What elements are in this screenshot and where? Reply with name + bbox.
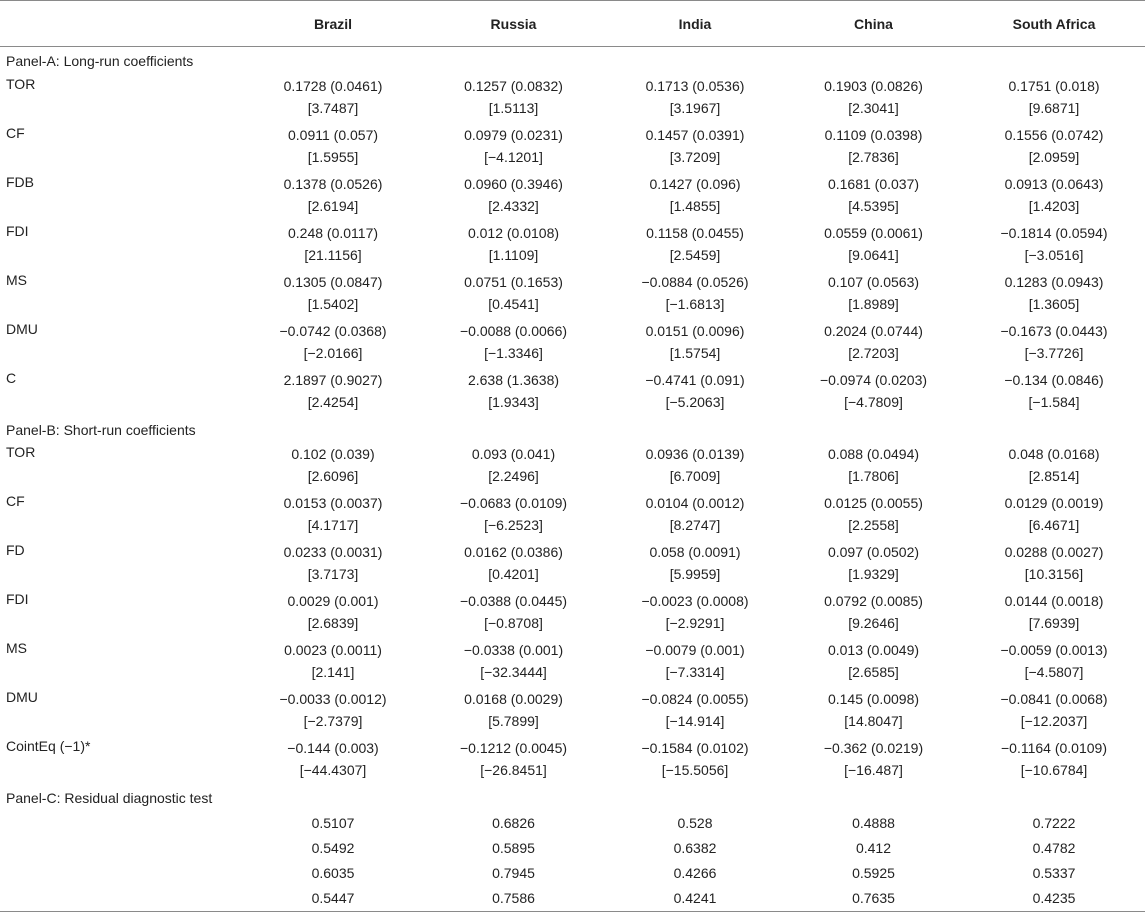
diagnostic-label: [0, 835, 245, 860]
t-statistic: [−7.3314]: [665, 664, 725, 680]
t-statistic: [10.3156]: [1024, 566, 1084, 582]
coefficient-cell: [606, 442, 784, 491]
estimate-with-std-error: 0.1728 (0.0461): [283, 78, 383, 94]
panel-heading-row: [0, 47, 1145, 75]
estimate-with-std-error: 0.088 (0.0494): [827, 446, 920, 462]
t-statistic: [2.6096]: [307, 468, 359, 484]
diagnostic-value: 0.4782: [1032, 839, 1076, 856]
diagnostic-label: [0, 810, 245, 835]
diagnostic-value: 0.7586: [421, 885, 606, 912]
estimate-with-std-error: −0.1584 (0.0102): [641, 740, 749, 756]
table-row: [0, 442, 1145, 491]
t-statistic: [3.7209]: [669, 149, 721, 165]
coefficient-cell: [606, 589, 784, 638]
diagnostic-value: 0.7945: [492, 864, 535, 881]
row-label: FDI: [6, 591, 29, 607]
coefficient-cell: [963, 736, 1145, 785]
diagnostic-value: 0.528: [677, 814, 713, 831]
estimate-with-std-error: 0.013 (0.0049): [827, 642, 920, 658]
estimate-with-std-error: −0.0079 (0.001): [645, 642, 745, 658]
panel-title: Panel-A: Long-run coefficients: [6, 52, 194, 69]
estimate-with-std-error: −0.1212 (0.0045): [459, 740, 568, 756]
t-statistic: [4.1717]: [307, 517, 359, 533]
estimate-with-std-error: 0.1751 (0.018): [1008, 78, 1100, 94]
header-country: Russia: [421, 1, 606, 47]
coefficient-cell: [245, 74, 421, 123]
t-statistic: [1.4855]: [669, 198, 721, 214]
t-statistic: [−4.1201]: [484, 149, 543, 165]
estimate-with-std-error: −0.0974 (0.0203): [819, 372, 928, 388]
estimate-with-std-error: 0.248 (0.0117): [287, 225, 379, 241]
estimate-with-std-error: 0.0151 (0.0096): [645, 323, 745, 339]
coefficient-cell: [963, 319, 1145, 368]
t-statistic: [1.5955]: [307, 149, 359, 165]
table-row: [0, 491, 1145, 540]
coefficient-cell: [963, 638, 1145, 687]
t-statistic: [3.1967]: [669, 100, 721, 116]
diagnostic-label: [0, 885, 245, 912]
t-statistic: [21.1156]: [304, 247, 362, 263]
estimate-with-std-error: 0.0104 (0.0012): [645, 495, 745, 511]
coefficient-cell: [784, 687, 963, 736]
coefficient-cell: [421, 687, 606, 736]
diagnostic-value: 0.412: [855, 839, 892, 856]
row-label: CF: [6, 493, 25, 509]
diagnostic-row: [0, 810, 1145, 835]
row-label: FD: [6, 542, 25, 558]
table-row: [0, 172, 1145, 221]
t-statistic: [2.8514]: [1028, 468, 1080, 484]
header-row: [0, 1, 1145, 47]
estimate-with-std-error: 0.145 (0.0098): [827, 691, 920, 707]
coefficient-cell: [963, 74, 1145, 123]
estimate-with-std-error: 0.102 (0.039): [291, 446, 375, 462]
estimate-with-std-error: 0.0029 (0.001): [287, 593, 379, 609]
t-statistic: [2.6585]: [848, 664, 899, 680]
estimate-with-std-error: 0.0911 (0.057): [287, 127, 379, 143]
coefficient-cell: [784, 540, 963, 589]
row-label: CF: [6, 125, 25, 141]
coefficient-cell: [421, 638, 606, 687]
estimate-with-std-error: −0.0059 (0.0013): [1000, 642, 1108, 658]
coefficient-cell: [245, 172, 421, 221]
t-statistic: [−1.584]: [1028, 394, 1080, 410]
t-statistic: [7.6939]: [1028, 615, 1080, 631]
t-statistic: [−3.0516]: [1024, 247, 1084, 263]
estimate-with-std-error: 0.0979 (0.0231): [464, 127, 563, 143]
estimate-with-std-error: −0.134 (0.0846): [1004, 372, 1104, 388]
estimate-with-std-error: 0.0153 (0.0037): [283, 495, 383, 511]
t-statistic: [2.4254]: [307, 394, 359, 410]
t-statistic: [1.9329]: [848, 566, 899, 582]
coefficient-cell: [245, 221, 421, 270]
t-statistic: [−10.6784]: [1020, 762, 1088, 778]
estimate-with-std-error: 0.0936 (0.0139): [645, 446, 745, 462]
coefficient-cell: [784, 172, 963, 221]
coefficient-cell: [606, 540, 784, 589]
coefficient-cell: [606, 221, 784, 270]
estimate-with-std-error: 0.0559 (0.0061): [824, 225, 923, 241]
t-statistic: [1.3605]: [1028, 296, 1080, 312]
estimate-with-std-error: −0.0033 (0.0012): [279, 691, 387, 707]
estimate-with-std-error: −0.0683 (0.0109): [459, 495, 568, 511]
header-country: Brazil: [245, 1, 421, 47]
coefficient-cell: [784, 638, 963, 687]
diagnostic-value: 0.5925: [852, 864, 895, 881]
t-statistic: [9.6871]: [1028, 100, 1080, 116]
estimate-with-std-error: 0.0168 (0.0029): [464, 691, 563, 707]
diagnostic-value: 0.4266: [673, 864, 717, 881]
row-label: DMU: [6, 321, 38, 337]
coefficient-cell: [606, 319, 784, 368]
estimate-with-std-error: −0.0023 (0.0008): [641, 593, 749, 609]
t-statistic: [−15.5056]: [661, 762, 729, 778]
estimate-with-std-error: 0.1681 (0.037): [827, 176, 920, 192]
coefficient-cell: [784, 123, 963, 172]
estimate-with-std-error: 0.0751 (0.1653): [464, 274, 563, 290]
coefficient-cell: [784, 491, 963, 540]
t-statistic: [4.5395]: [848, 198, 899, 214]
panel-heading-row: [0, 417, 1145, 442]
t-statistic: [2.6839]: [307, 615, 359, 631]
coefficient-cell: [606, 123, 784, 172]
t-statistic: [2.3041]: [848, 100, 899, 116]
t-statistic: [3.7173]: [307, 566, 359, 582]
diagnostic-value: 0.6826: [492, 814, 535, 831]
estimate-with-std-error: −0.1164 (0.0109): [1001, 740, 1107, 756]
coefficient-cell: [963, 589, 1145, 638]
diagnostic-value: 0.5492: [311, 839, 355, 856]
coefficient-cell: [421, 589, 606, 638]
t-statistic: [2.7203]: [848, 345, 899, 361]
estimate-with-std-error: 0.1903 (0.0826): [824, 78, 923, 94]
t-statistic: [1.4203]: [1028, 198, 1080, 214]
t-statistic: [1.5754]: [669, 345, 721, 361]
diagnostic-value: 0.5447: [245, 885, 421, 912]
t-statistic: [−4.7809]: [844, 394, 903, 410]
coefficient-cell: [421, 442, 606, 491]
diagnostic-value: 0.5107: [311, 814, 355, 831]
diagnostic-value: 0.5895: [492, 839, 535, 856]
t-statistic: [1.1109]: [488, 247, 539, 263]
coefficient-cell: [421, 74, 606, 123]
t-statistic: [2.2558]: [848, 517, 899, 533]
diagnostic-value: 0.7635: [784, 885, 963, 912]
estimate-with-std-error: −0.1814 (0.0594): [1000, 225, 1108, 241]
coefficient-cell: [963, 221, 1145, 270]
t-statistic: [−5.2063]: [665, 394, 725, 410]
table-row: [0, 540, 1145, 589]
t-statistic: [−2.7379]: [303, 713, 363, 729]
table-row: [0, 687, 1145, 736]
coefficient-cell: [245, 491, 421, 540]
diagnostic-value: 0.4235: [963, 885, 1145, 912]
coefficient-cell: [784, 736, 963, 785]
estimate-with-std-error: 0.097 (0.0502): [827, 544, 920, 560]
diagnostic-value: 0.4241: [606, 885, 784, 912]
row-label: FDB: [6, 174, 34, 190]
estimate-with-std-error: 0.1713 (0.0536): [645, 78, 745, 94]
estimate-with-std-error: −0.4741 (0.091): [645, 372, 745, 388]
header-country: India: [606, 1, 784, 47]
coefficient-cell: [421, 368, 606, 417]
estimate-with-std-error: 0.107 (0.0563): [827, 274, 920, 290]
coefficient-cell: [421, 172, 606, 221]
coefficient-cell: [784, 319, 963, 368]
coefficient-cell: [963, 172, 1145, 221]
coefficient-cell: [784, 589, 963, 638]
estimate-with-std-error: −0.0824 (0.0055): [641, 691, 749, 707]
table-row: [0, 270, 1145, 319]
t-statistic: [9.2646]: [848, 615, 899, 631]
panel-title: Panel-C: Residual diagnostic test: [6, 789, 213, 806]
t-statistic: [−6.2523]: [484, 517, 543, 533]
estimate-with-std-error: 0.0125 (0.0055): [824, 495, 923, 511]
estimate-with-std-error: 0.0913 (0.0643): [1004, 176, 1104, 192]
estimate-with-std-error: 0.1283 (0.0943): [1004, 274, 1104, 290]
panel-title: Panel-B: Short-run coefficients: [6, 421, 196, 438]
coefficient-cell: [963, 687, 1145, 736]
coefficient-cell: [421, 123, 606, 172]
estimate-with-std-error: 0.0792 (0.0085): [824, 593, 923, 609]
coefficient-cell: [421, 319, 606, 368]
t-statistic: [2.5459]: [669, 247, 721, 263]
estimate-with-std-error: 0.1457 (0.0391): [645, 127, 745, 143]
t-statistic: [0.4201]: [488, 566, 539, 582]
row-label: FDI: [6, 223, 29, 239]
header-country: China: [784, 1, 963, 47]
estimate-with-std-error: 0.1556 (0.0742): [1004, 127, 1104, 143]
estimate-with-std-error: 0.1305 (0.0847): [283, 274, 383, 290]
t-statistic: [−12.2037]: [1020, 713, 1088, 729]
table-row: [0, 319, 1145, 368]
coefficient-cell: [784, 221, 963, 270]
coefficient-cell: [606, 172, 784, 221]
estimate-with-std-error: 0.0288 (0.0027): [1004, 544, 1104, 560]
estimate-with-std-error: 0.0023 (0.0011): [284, 642, 382, 658]
diagnostic-row: [0, 885, 1145, 912]
coefficient-cell: [784, 368, 963, 417]
coefficient-cell: [245, 589, 421, 638]
estimate-with-std-error: 0.1158 (0.0455): [646, 225, 744, 241]
estimate-with-std-error: −0.144 (0.003): [287, 740, 379, 756]
t-statistic: [14.8047]: [844, 713, 903, 729]
table-row: [0, 736, 1145, 785]
table-row: [0, 638, 1145, 687]
t-statistic: [1.8989]: [848, 296, 899, 312]
t-statistic: [−3.7726]: [1024, 345, 1084, 361]
t-statistic: [−2.0166]: [303, 345, 363, 361]
estimate-with-std-error: 0.0162 (0.0386): [464, 544, 563, 560]
coefficient-cell: [245, 540, 421, 589]
coefficient-cell: [606, 736, 784, 785]
t-statistic: [9.0641]: [848, 247, 899, 263]
coefficient-cell: [245, 687, 421, 736]
estimate-with-std-error: 0.093 (0.041): [471, 446, 556, 462]
t-statistic: [2.7836]: [848, 149, 899, 165]
coefficient-cell: [784, 270, 963, 319]
coefficient-cell: [245, 319, 421, 368]
header-country: South Africa: [963, 1, 1145, 47]
coefficient-cell: [963, 123, 1145, 172]
t-statistic: [1.5402]: [307, 296, 359, 312]
estimate-with-std-error: 0.1257 (0.0832): [464, 78, 563, 94]
estimate-with-std-error: 0.058 (0.0091): [649, 544, 741, 560]
coefficient-cell: [606, 491, 784, 540]
estimate-with-std-error: 0.1109 (0.0398): [824, 127, 923, 143]
coefficient-cell: [606, 368, 784, 417]
table-row: [0, 123, 1145, 172]
t-statistic: [2.6194]: [307, 198, 359, 214]
estimate-with-std-error: −0.1673 (0.0443): [1000, 323, 1108, 339]
coefficient-cell: [963, 270, 1145, 319]
coefficient-cell: [421, 221, 606, 270]
table-row: [0, 589, 1145, 638]
row-label: TOR: [6, 444, 36, 460]
t-statistic: [1.9343]: [488, 394, 539, 410]
coefficient-cell: [606, 638, 784, 687]
t-statistic: [2.0959]: [1028, 149, 1080, 165]
t-statistic: [−4.5807]: [1024, 664, 1084, 680]
row-label: CointEq (−1)*: [6, 738, 91, 754]
coefficient-cell: [245, 270, 421, 319]
estimate-with-std-error: 0.012 (0.0108): [467, 225, 560, 241]
t-statistic: [1.7806]: [848, 468, 899, 484]
estimate-with-std-error: 0.1378 (0.0526): [283, 176, 383, 192]
coefficient-cell: [963, 442, 1145, 491]
t-statistic: [−0.8708]: [484, 615, 543, 631]
coefficient-cell: [784, 74, 963, 123]
coefficient-cell: [245, 736, 421, 785]
row-label: MS: [6, 640, 27, 656]
t-statistic: [2.141]: [311, 664, 355, 680]
estimate-with-std-error: −0.0338 (0.001): [463, 642, 564, 658]
t-statistic: [1.5113]: [488, 100, 539, 116]
panel-heading-row: [0, 785, 1145, 810]
coefficient-cell: [245, 442, 421, 491]
estimate-with-std-error: 0.1427 (0.096): [649, 176, 741, 192]
estimate-with-std-error: 0.0129 (0.0019): [1004, 495, 1104, 511]
diagnostic-value: 0.7222: [1032, 814, 1076, 831]
header-corner: [0, 1, 245, 47]
coefficient-cell: [421, 540, 606, 589]
coefficient-cell: [421, 736, 606, 785]
estimate-with-std-error: 2.1897 (0.9027): [283, 372, 383, 388]
t-statistic: [−26.8451]: [480, 762, 547, 778]
coefficient-cell: [606, 270, 784, 319]
diagnostic-row: [0, 860, 1145, 885]
t-statistic: [6.4671]: [1028, 517, 1080, 533]
table-row: [0, 74, 1145, 123]
t-statistic: [0.4541]: [488, 296, 539, 312]
row-label: C: [6, 370, 17, 386]
diagnostic-value: 0.6382: [673, 839, 717, 856]
coefficient-cell: [245, 638, 421, 687]
diagnostic-value: 0.4888: [852, 814, 895, 831]
t-statistic: [6.7009]: [669, 468, 721, 484]
estimate-with-std-error: 0.2024 (0.0744): [824, 323, 923, 339]
coefficient-cell: [963, 540, 1145, 589]
estimate-with-std-error: −0.0388 (0.0445): [459, 593, 568, 609]
t-statistic: [−32.3444]: [480, 664, 547, 680]
coefficient-cell: [245, 123, 421, 172]
coefficient-cell: [963, 368, 1145, 417]
coefficient-cell: [245, 368, 421, 417]
estimate-with-std-error: 2.638 (1.3638): [467, 372, 560, 388]
estimate-with-std-error: 0.0233 (0.0031): [283, 544, 383, 560]
coefficient-cell: [421, 270, 606, 319]
estimate-with-std-error: 0.048 (0.0168): [1008, 446, 1100, 462]
estimate-with-std-error: −0.0088 (0.0066): [459, 323, 568, 339]
t-statistic: [5.7899]: [488, 713, 539, 729]
t-statistic: [3.7487]: [307, 100, 359, 116]
t-statistic: [2.2496]: [488, 468, 539, 484]
t-statistic: [−16.487]: [844, 762, 903, 778]
diagnostic-label: [0, 860, 245, 885]
row-label: TOR: [6, 76, 36, 92]
row-label: MS: [6, 272, 27, 288]
estimate-with-std-error: −0.0742 (0.0368): [279, 323, 387, 339]
estimate-with-std-error: −0.0841 (0.0068): [1000, 691, 1108, 707]
t-statistic: [−14.914]: [665, 713, 725, 729]
estimate-with-std-error: −0.0884 (0.0526): [641, 274, 749, 290]
t-statistic: [−2.9291]: [665, 615, 725, 631]
coefficient-cell: [606, 74, 784, 123]
t-statistic: [−1.6813]: [665, 296, 725, 312]
estimate-with-std-error: 0.0960 (0.3946): [464, 176, 563, 192]
row-label: DMU: [6, 689, 38, 705]
coefficient-cell: [421, 491, 606, 540]
diagnostic-value: 0.6035: [311, 864, 355, 881]
t-statistic: [−1.3346]: [484, 345, 543, 361]
t-statistic: [8.2747]: [669, 517, 721, 533]
diagnostic-row: [0, 835, 1145, 860]
diagnostic-value: 0.5337: [1032, 864, 1076, 881]
estimate-with-std-error: −0.362 (0.0219): [823, 740, 924, 756]
table-row: [0, 221, 1145, 270]
estimate-with-std-error: 0.0144 (0.0018): [1004, 593, 1104, 609]
coefficient-cell: [606, 687, 784, 736]
table-row: [0, 368, 1145, 417]
t-statistic: [2.4332]: [488, 198, 539, 214]
coefficient-cell: [963, 491, 1145, 540]
coefficient-cell: [784, 442, 963, 491]
t-statistic: [−44.4307]: [299, 762, 367, 778]
t-statistic: [5.9959]: [669, 566, 721, 582]
table-body: [0, 47, 1145, 912]
